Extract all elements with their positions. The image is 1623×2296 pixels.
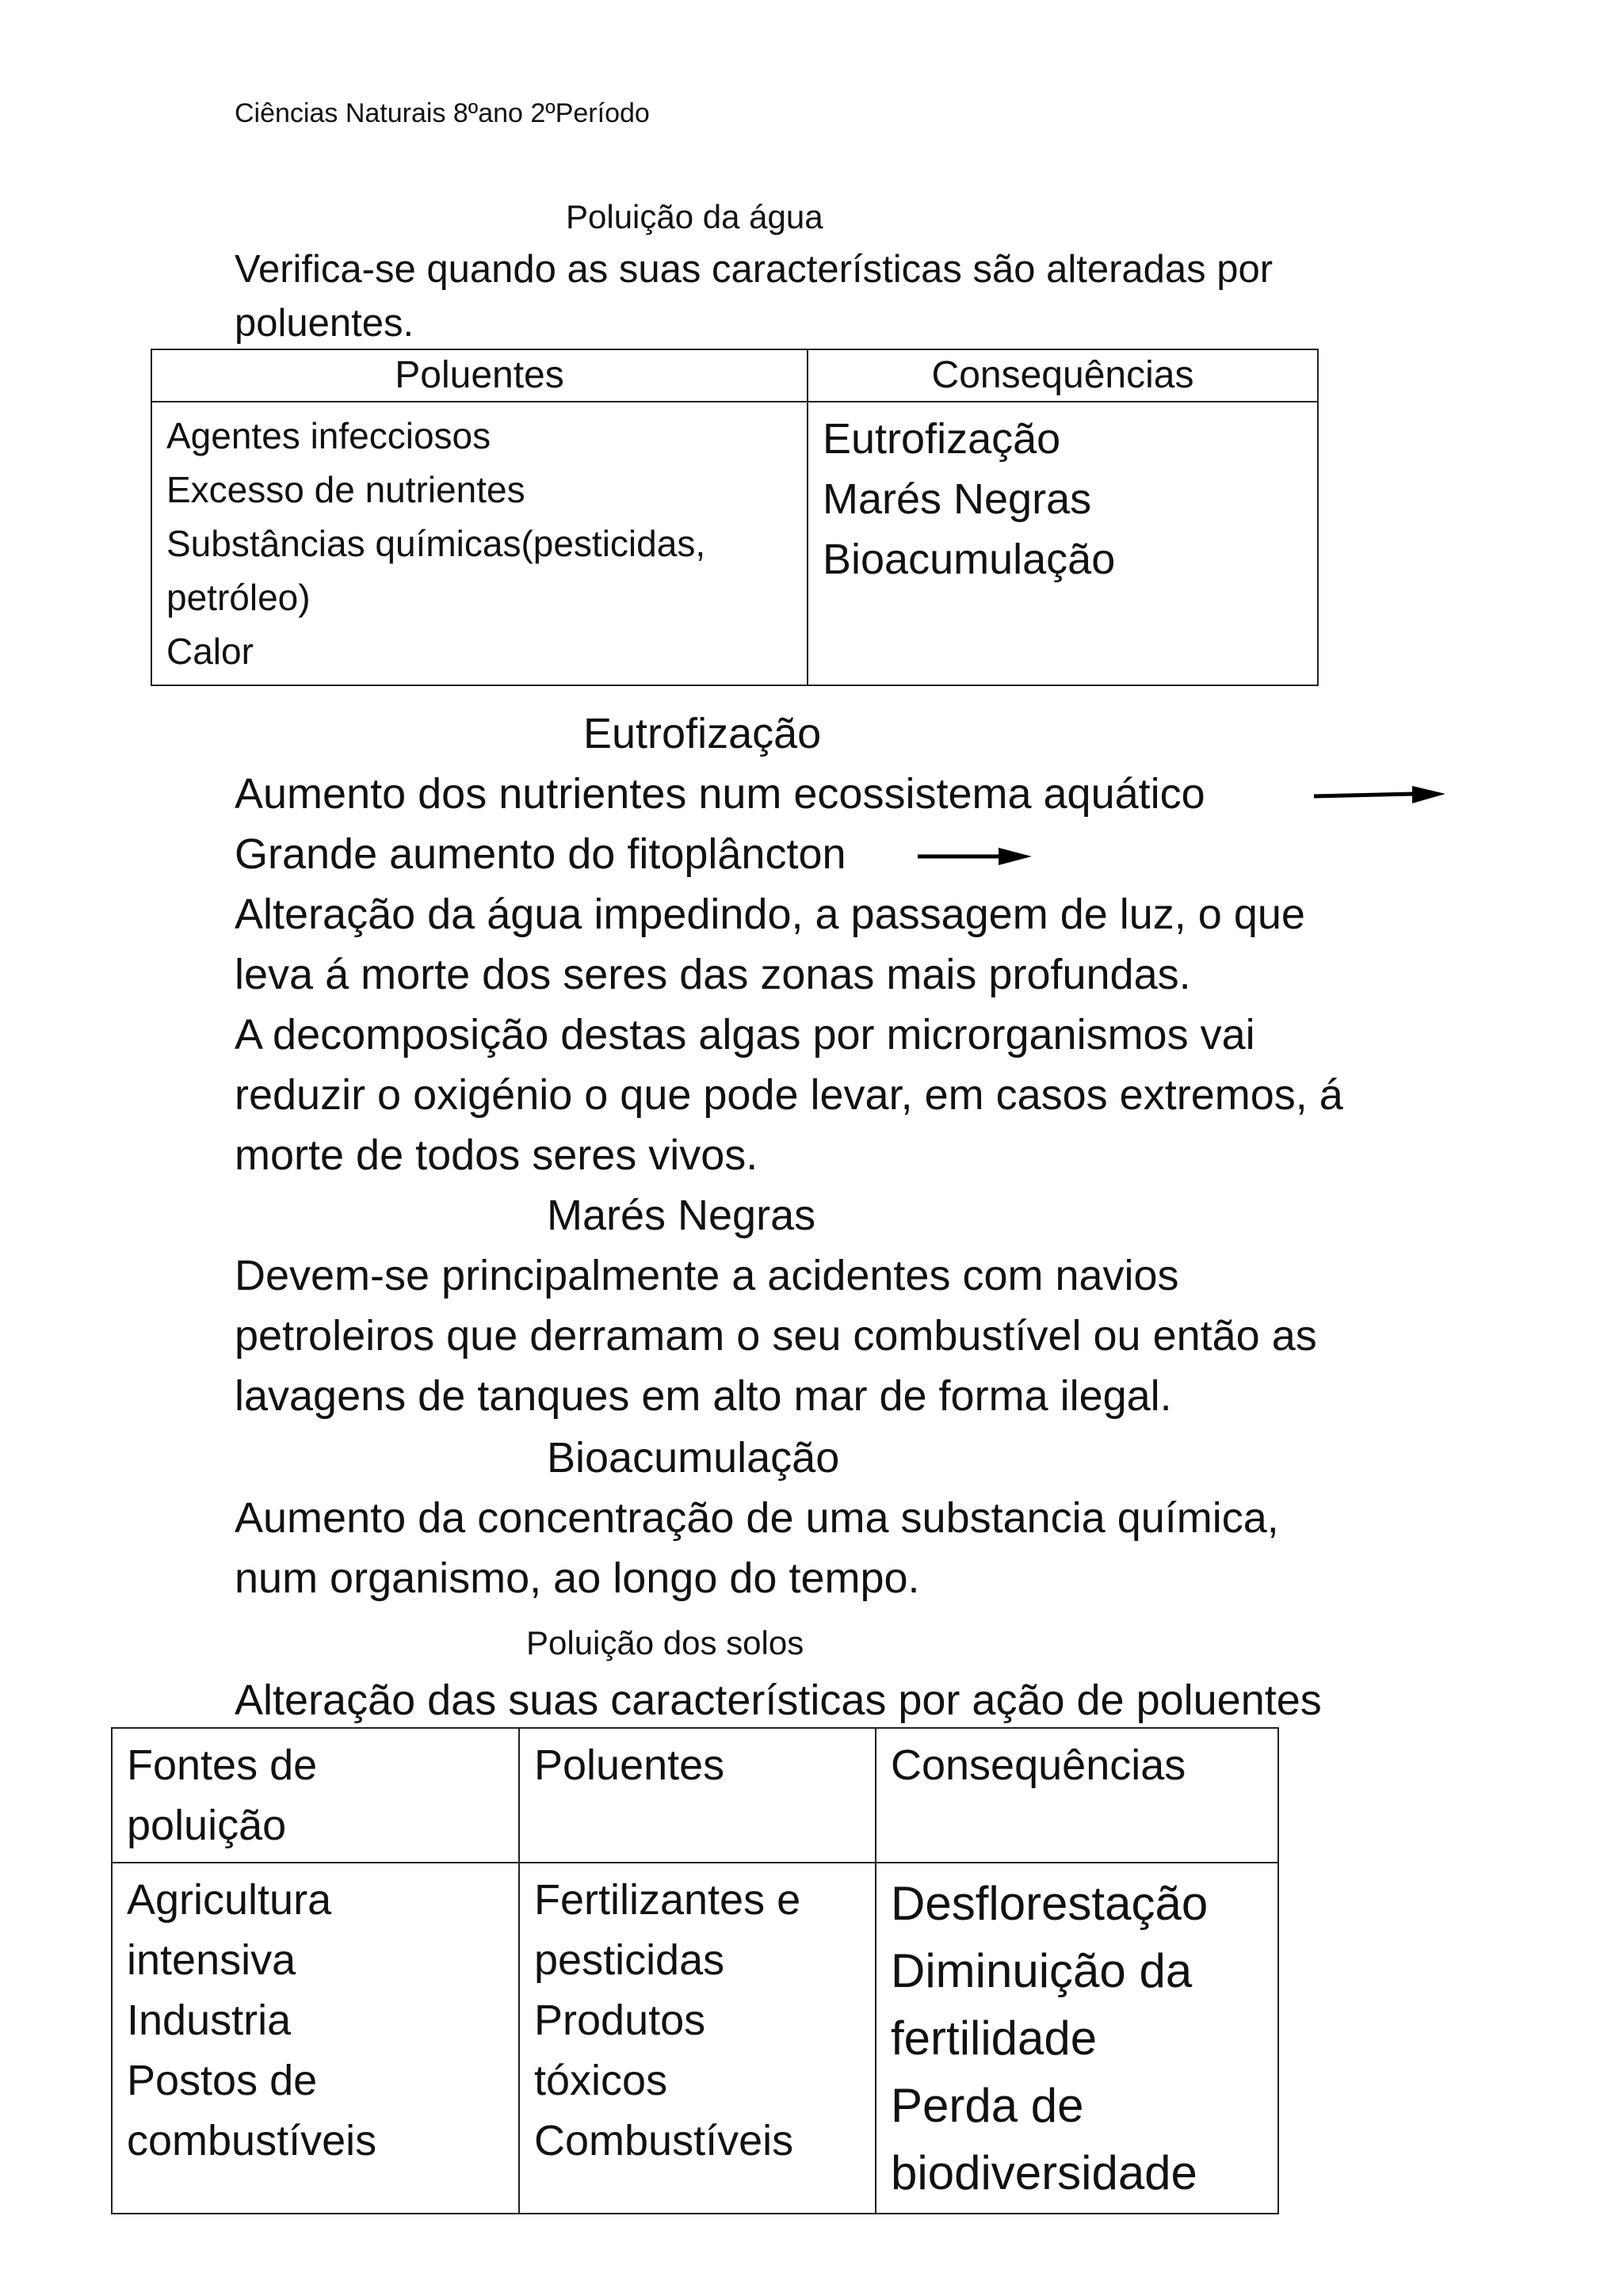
mares-negras-text: [235, 1245, 1317, 1426]
document-header: Ciências Naturais 8ºano 2ºPeríodo: [235, 98, 650, 128]
text-line: Aumento da concentração de uma substancia química,: [235, 1494, 1279, 1542]
list-item: intensiva: [127, 1936, 296, 1984]
list-item: petróleo): [166, 577, 311, 618]
section-title-eutrofizacao: Eutrofização: [583, 710, 822, 757]
list-item: combustíveis: [127, 2117, 377, 2164]
list-item: Substâncias químicas(pesticidas,: [166, 523, 706, 564]
header-line: poluição: [127, 1802, 287, 1849]
text-line: reduzir o oxigénio o que pode levar, em casos extremos, á: [235, 1071, 1343, 1119]
bioacumulacao-text: [235, 1488, 1279, 1608]
section-title-mares-negras: Marés Negras: [547, 1192, 816, 1239]
list-item: Combustíveis: [534, 2117, 794, 2164]
text-line: A decomposição destas algas por microrganismos vai: [235, 1011, 1255, 1058]
list-item: Industria: [127, 1997, 292, 2044]
section-title-soil-pollution: Poluição dos solos: [526, 1624, 804, 1661]
table-header-consequences: Consequências: [808, 349, 1318, 402]
arrow-right-icon: [916, 845, 1035, 868]
list-item: Produtos: [534, 1997, 706, 2044]
text-line: lavagens de tanques em alto mar de forma ilegal.: [235, 1372, 1172, 1420]
table-header-sources: [112, 1728, 519, 1863]
eutrofizacao-text: [235, 764, 1343, 1185]
pollutants-cell: [519, 1863, 876, 2214]
list-item: biodiversidade: [891, 2146, 1197, 2199]
text-line: petroleiros que derramam o seu combustível ou então as: [235, 1312, 1317, 1360]
header-line: Fontes de: [127, 1741, 318, 1789]
list-item: fertilidade: [891, 2012, 1098, 2065]
text-line: leva á morte dos seres das zonas mais profundas.: [235, 951, 1191, 998]
consequences-cell: [808, 402, 1318, 685]
list-item: Postos de: [127, 2057, 318, 2104]
list-item: Perda de: [891, 2079, 1084, 2132]
list-item: Bioacumulação: [823, 536, 1116, 583]
list-item: pesticidas: [534, 1936, 725, 1984]
text-line: num organismo, ao longo do tempo.: [235, 1554, 920, 1602]
list-item: Excesso de nutrientes: [166, 469, 525, 510]
text-line: Grande aumento do fitoplâncton: [235, 830, 846, 878]
list-item: Agricultura: [127, 1876, 332, 1924]
text-line: Aumento dos nutrientes num ecossistema aquático: [235, 770, 1205, 818]
list-item: tóxicos: [534, 2057, 668, 2104]
sources-cell: [112, 1863, 519, 2214]
text-line: Alteração da água impedindo, a passagem de luz, o que: [235, 891, 1305, 938]
soil-intro: Alteração das suas características por ação de poluentes: [235, 1676, 1322, 1724]
water-pollution-table: [151, 349, 1319, 686]
list-item: Marés Negras: [823, 475, 1092, 523]
arrow-right-icon: [1312, 784, 1447, 808]
text-line: morte de todos seres vivos.: [235, 1131, 758, 1179]
text-line: Devem-se principalmente a acidentes com navios: [235, 1252, 1179, 1299]
list-item: Calor: [166, 631, 254, 672]
water-intro: [235, 242, 1273, 350]
pollutants-cell: [151, 402, 808, 685]
soil-pollution-table: [111, 1727, 1279, 2214]
list-item: Diminuição da: [891, 1944, 1193, 1997]
table-header-pollutants: Poluentes: [151, 349, 808, 402]
water-intro-line: poluentes.: [235, 302, 414, 345]
list-item: Fertilizantes e: [534, 1876, 801, 1924]
list-item: Eutrofização: [823, 415, 1061, 463]
list-item: Desflorestação: [891, 1877, 1209, 1930]
water-intro-line: Verifica-se quando as suas características são alteradas por: [235, 248, 1274, 291]
list-item: Agentes infecciosos: [166, 415, 491, 456]
consequences-cell: [876, 1863, 1278, 2214]
section-title-bioacumulacao: Bioacumulação: [547, 1434, 840, 1482]
section-title-water-pollution: Poluição da água: [566, 198, 823, 235]
table-header-consequences: Consequências: [876, 1728, 1278, 1863]
table-header-pollutants: Poluentes: [519, 1728, 876, 1863]
